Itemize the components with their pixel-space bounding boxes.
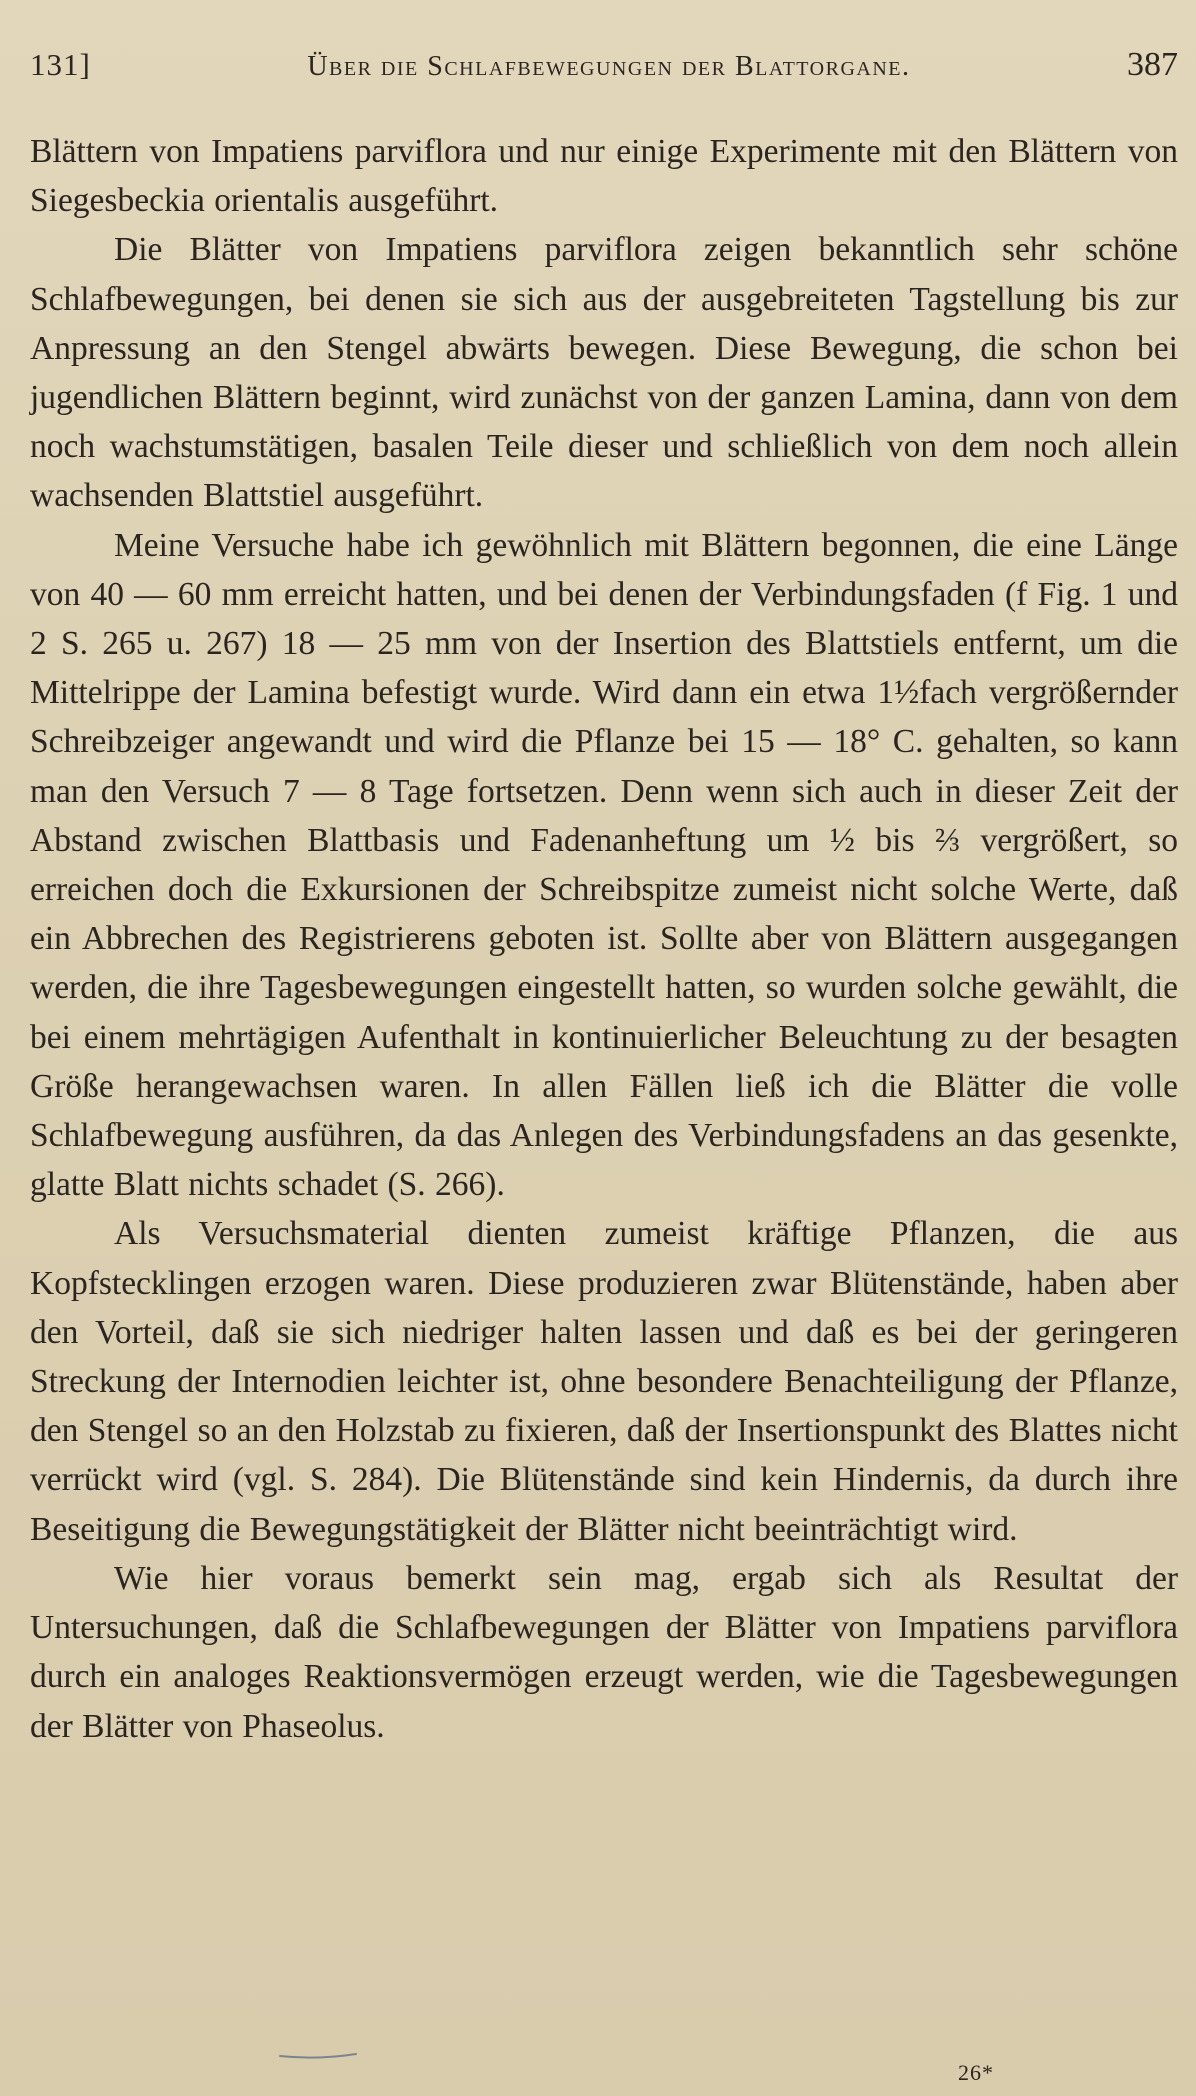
paragraph-2: Die Blätter von Impatiens parviflora zeigen bekanntlich sehr schöne Schlafbewegungen, bei denen sie sich aus der ausgebreiteten Tagstellung bis zur Anpressung an den Stengel abwärts bewegen. Diese Bewegung, die schon bei jugendlichen Blättern beginnt, wird zunächst von der ganzen Lamina, dann von dem noch wachstumstätigen, basalen Teile dieser und schließlich von dem noch allein wachsenden Blattstiel ausgeführt. [30, 231, 1178, 515]
section-number: 131] [30, 47, 91, 82]
page-number: 387 [1126, 46, 1178, 83]
paragraph-5: Wie hier voraus bemerkt sein mag, ergab sich als Resultat der Untersuchungen, daß die Schlafbewegungen der Blätter von Impatiens parviflora durch ein analoges Reaktionsvermögen erzeugt werden, wie die Tagesbewegungen der Blätter von Phaseolus. [30, 1559, 1178, 1745]
paragraph-3: Meine Versuche habe ich gewöhnlich mit Blättern begonnen, die eine Länge von 40 — 60 mm erreicht hatten, und bei denen der Verbindungsfaden (f Fig. 1 und 2 S. 265 u. 267) 18 — 25 mm von der Insertion des Blattstiels entfernt, um die Mittelrippe der Lamina befestigt wurde. Wird dann ein etwa 1½fach vergrößernder Schreibzeiger angewandt und wird die Pflanze bei 15 — 18° C. gehalten, so kann man den Versuch 7 — 8 Tage fortsetzen. Denn wenn sich auch in dieser Zeit der Abstand zwischen Blattbasis und Fadenanheftung um ½ bis ⅔ vergrößert, so erreichen doch die Exkursionen der Schreibspitze zumeist nicht solche Werte, daß ein Abbrechen des Registrierens geboten ist. Sollte aber von Blättern ausgegangen werden, die ihre Tagesbewegungen eingestellt hatten, so wurden solche gewählt, die bei einem mehrtägigen Aufenthalt in kontinuierlicher Beleuchtung zu der besagten Größe herangewachsen waren. In allen Fällen ließ ich die Blätter die volle Schlafbewegung ausführen, da das Anlegen des Verbindungsfadens an das gesenkte, glatte Blatt nichts schadet (S. 266). [30, 526, 1178, 1204]
page-header [30, 46, 1178, 86]
signature-mark: 26* [958, 2060, 994, 2085]
paragraph-1: Blättern von Impatiens parviflora und nur einige Experimente mit den Blättern von Siegesbeckia orientalis ausgeführt. [30, 133, 1178, 220]
paragraph-4: Als Versuchsmaterial dienten zumeist kräftige Pflanzen, die aus Kopfstecklingen erzogen waren. Diese produzieren zwar Blütenstände, haben aber den Vorteil, daß sie sich niedriger halten lassen und daß es bei der geringeren Streckung der Internodien leichter ist, ohne besondere Benachteiligung der Pflanze, den Stengel so an den Holzstab zu fixieren, daß der Insertionspunkt des Blattes nicht verrückt wird (vgl. S. 284). Die Blütenstände sind kein Hindernis, da durch ihre Beseitigung die Bewegungstätigkeit der Blätter nicht beeinträchtigt wird. [30, 1215, 1178, 1548]
body-text [30, 127, 1178, 1751]
running-title: Über die Schlafbewegungen der Blattorgane. [307, 51, 911, 82]
pencil-underline-mark [278, 2050, 358, 2060]
